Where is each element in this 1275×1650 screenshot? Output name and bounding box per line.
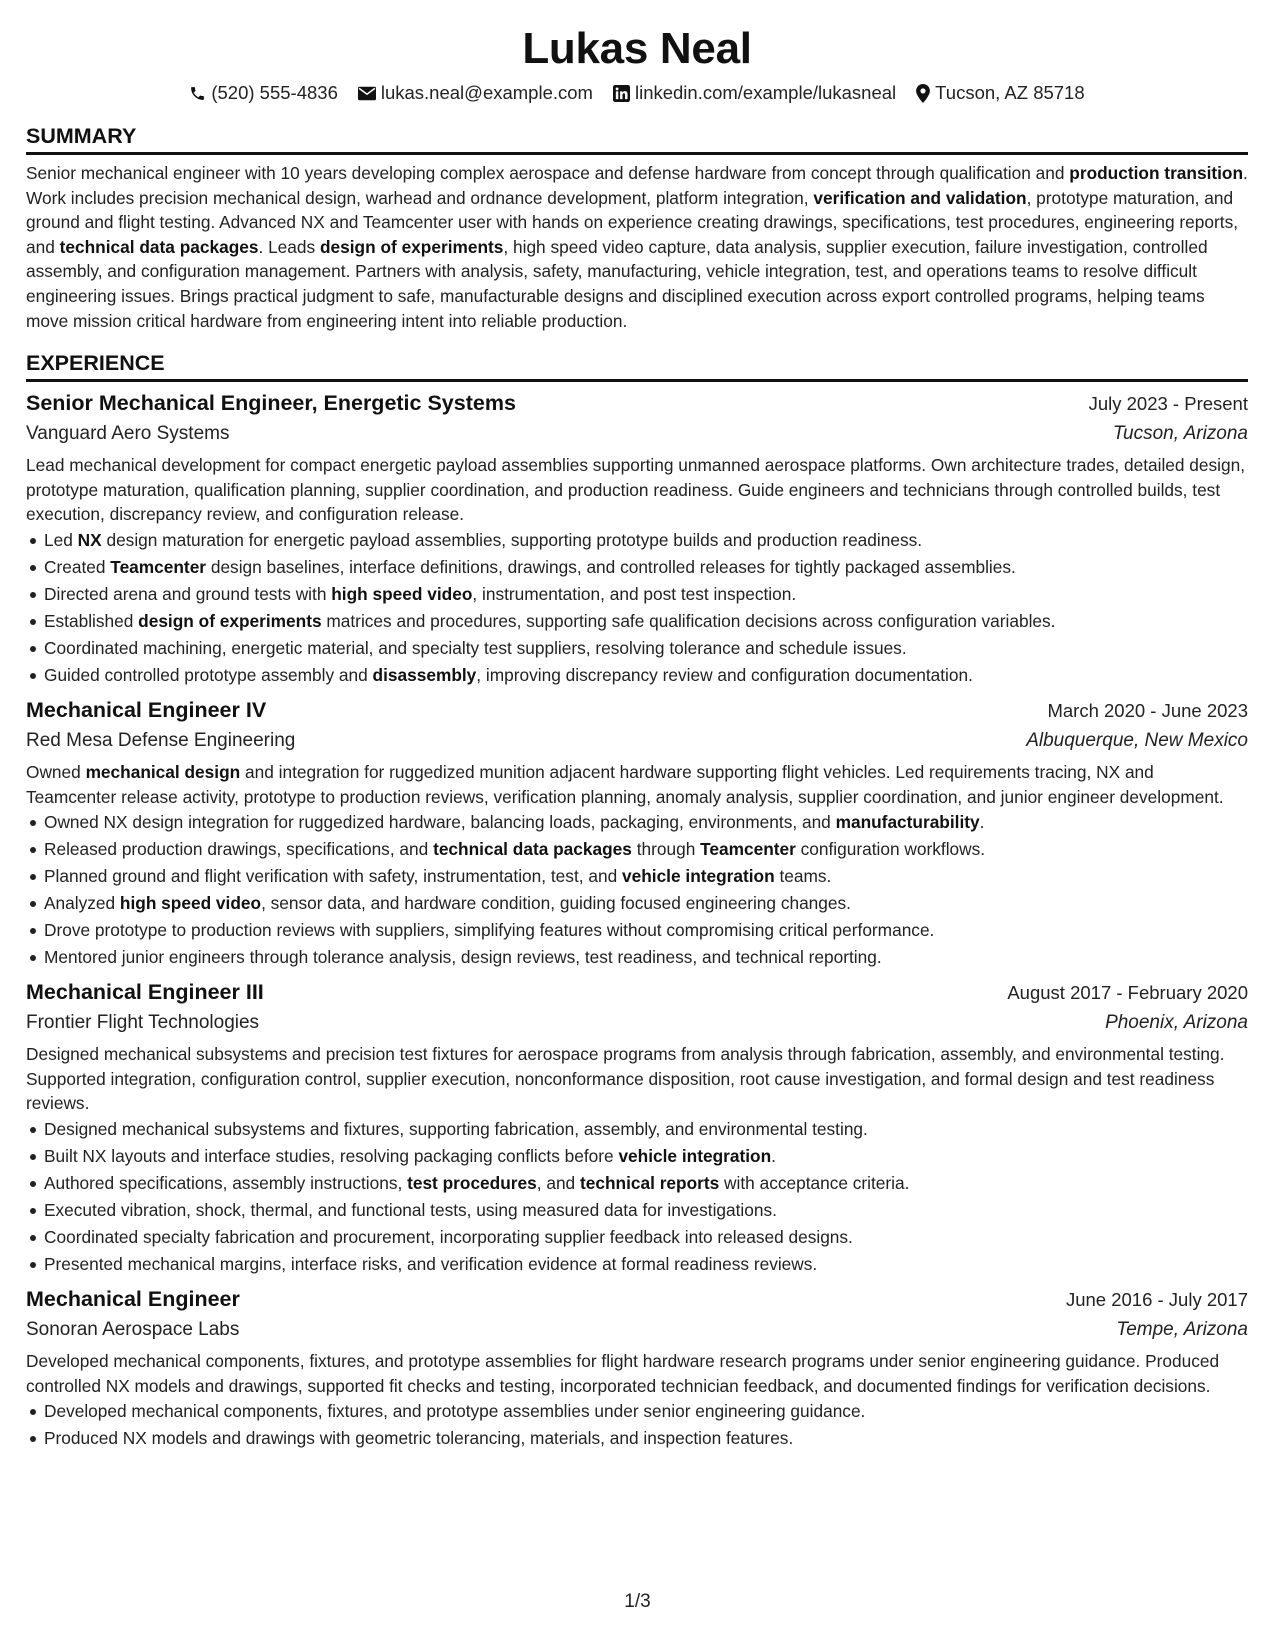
bullet-item: Coordinated specialty fabrication and procurement, incorporating supplier feedback into released designs. (26, 1224, 1248, 1251)
bullet-item: Designed mechanical subsystems and fixtures, supporting fabrication, assembly, and environmental testing. (26, 1116, 1248, 1143)
bullet-item: Executed vibration, shock, thermal, and functional tests, using measured data for investigations. (26, 1197, 1248, 1224)
job-company: Red Mesa Defense Engineering (26, 729, 296, 751)
job-bullets (26, 1398, 1248, 1452)
job-title: Mechanical Engineer IV (26, 697, 267, 722)
job-title: Senior Mechanical Engineer, Energetic Systems (26, 391, 516, 416)
job-location: Phoenix, Arizona (1105, 1012, 1248, 1034)
bullet-item: Coordinated machining, energetic material, and specialty test suppliers, resolving tolerance and schedule issues. (26, 635, 1248, 662)
summary-text: Senior mechanical engineer with 10 years developing complex aerospace and defense hardware from concept through qualification and production transition. Work includes precision mechanical design, warhead and ordnance development, platform integration, verification and validation, prototype maturation, and ground and flight testing. Advanced NX and Teamcenter user with hands on experience creating drawings, specifications, test procedures, engineering reports, and technical data packages. Leads design of experiments, high speed video capture, data analysis, supplier execution, failure investigation, controlled assembly, and configuration management. Partners with analysis, safety, manufacturing, vehicle integration, test, and operations teams to resolve difficult engineering issues. Brings practical judgment to safe, manufacturable designs and disciplined execution across export controlled programs, helping teams move mission critical hardware from engineering intent into reliable production. (26, 163, 1248, 331)
job-description: Owned mechanical design and integration for ruggedized munition adjacent hardware supporting flight vehicles. Led requirements tracing, NX and Teamcenter release activity, prototype to production reviews, verification planning, anomaly analysis, supplier coordination, and junior engineer development. (26, 761, 1224, 807)
bullet-item: Analyzed high speed video, sensor data, and hardware condition, guiding focused engineering changes. (26, 890, 1248, 917)
job-location: Tempe, Arizona (1116, 1318, 1248, 1340)
candidate-name: Lukas Neal (522, 24, 752, 73)
job-dates: August 2017 - February 2020 (1007, 982, 1248, 1004)
emphasis-text: manufacturability (835, 812, 980, 833)
bullet-item: Owned NX design integration for ruggedized hardware, balancing loads, packaging, environments, and manufacturability. (26, 809, 1248, 836)
job-bullets (26, 1116, 1248, 1278)
page-number: 1/3 (624, 1591, 651, 1612)
phone-number: (520) 555-4836 (211, 82, 338, 103)
resume-page (26, 22, 1248, 1452)
emphasis-text: Teamcenter (700, 839, 796, 860)
emphasis-text: technical data packages (59, 236, 259, 257)
emphasis-text: verification and validation (813, 187, 1027, 208)
emphasis-text: mechanical design (85, 761, 241, 782)
bullet-item: Directed arena and ground tests with high speed video, instrumentation, and post test inspection. (26, 581, 1248, 608)
linkedin-link[interactable]: linkedin.com/example/lukasneal (634, 82, 897, 103)
contact-email[interactable] (358, 80, 593, 106)
envelope-icon (358, 86, 376, 101)
contact-linkedin[interactable] (613, 80, 896, 106)
job-entry (26, 695, 1248, 971)
job-location: Tucson, Arizona (1112, 423, 1248, 445)
bullet-item: Produced NX models and drawings with geometric tolerancing, materials, and inspection features. (26, 1425, 1248, 1452)
bullet-item: Released production drawings, specifications, and technical data packages through Teamcenter configuration workflows. (26, 836, 1248, 863)
email-link[interactable]: lukas.neal@example.com (380, 82, 593, 103)
job-title: Mechanical Engineer III (26, 980, 264, 1005)
emphasis-text: Teamcenter (110, 556, 207, 577)
bullet-item: Authored specifications, assembly instructions, test procedures, and technical reports with acceptance criteria. (26, 1170, 1248, 1197)
job-title: Mechanical Engineer (26, 1286, 240, 1311)
job-dates: June 2016 - July 2017 (1065, 1288, 1248, 1310)
job-description: Lead mechanical development for compact energetic payload assemblies supporting unmanned aerospace platforms. Own architecture trades, detailed design, prototype maturation, qualification planning, supplier coordination, and production readiness. Guide engineers and technicians through controlled builds, test execution, discrepancy review, and configuration release. (26, 455, 1246, 525)
emphasis-text: vehicle integration (621, 866, 775, 887)
job-dates: July 2023 - Present (1088, 393, 1248, 415)
contact-location (916, 80, 1084, 106)
job-dates: March 2020 - June 2023 (1047, 699, 1248, 721)
location-text: Tucson, AZ 85718 (935, 82, 1085, 103)
emphasis-text: NX (77, 529, 102, 550)
contact-phone (189, 80, 338, 106)
emphasis-text: technical reports (579, 1172, 720, 1193)
bullet-item: Built NX layouts and interface studies, resolving packaging conflicts before vehicle integration. (26, 1143, 1248, 1170)
emphasis-text: design of experiments (319, 236, 504, 257)
job-entry (26, 1284, 1248, 1452)
experience-section (26, 349, 1248, 1452)
map-pin-icon (916, 84, 930, 103)
job-entry (26, 388, 1248, 689)
job-description: Developed mechanical components, fixtures, and prototype assemblies for flight hardware research programs under senior engineering guidance. Produced controlled NX models and drawings, supported fit checks and testing, incorporated technician feedback, and documented findings for verification decisions. (26, 1350, 1220, 1396)
summary-section (26, 122, 1248, 333)
job-location: Albuquerque, New Mexico (1026, 729, 1248, 751)
job-entry (26, 977, 1248, 1278)
job-description: Designed mechanical subsystems and precision test fixtures for aerospace programs from analysis through fabrication, assembly, and environmental testing. Supported integration, configuration control, supplier execution, nonconformance disposition, root cause investigation, and formal design and test readiness reviews. (26, 1044, 1225, 1114)
bullet-item: Created Teamcenter design baselines, interface definitions, drawings, and controlled releases for tightly packaged assemblies. (26, 554, 1248, 581)
bullet-item: Planned ground and flight verification with safety, instrumentation, test, and vehicle integration teams. (26, 863, 1248, 890)
linkedin-icon (613, 85, 630, 102)
job-bullets (26, 809, 1248, 971)
bullet-item: Developed mechanical components, fixtures, and prototype assemblies under senior engineering guidance. (26, 1398, 1248, 1425)
emphasis-text: test procedures (407, 1172, 537, 1193)
bullet-item: Led NX design maturation for energetic payload assemblies, supporting prototype builds and production readiness. (26, 527, 1248, 554)
bullet-item: Mentored junior engineers through tolerance analysis, design reviews, test readiness, and technical reporting. (26, 944, 1248, 971)
bullet-item: Drove prototype to production reviews with suppliers, simplifying features without compromising critical performance. (26, 917, 1248, 944)
bullet-item: Guided controlled prototype assembly and disassembly, improving discrepancy review and configuration documentation. (26, 662, 1248, 689)
job-bullets (26, 527, 1248, 689)
emphasis-text: disassembly (372, 664, 477, 685)
emphasis-text: vehicle integration (618, 1145, 772, 1166)
emphasis-text: production transition (1069, 163, 1244, 183)
job-company: Sonoran Aerospace Labs (26, 1318, 240, 1340)
job-company: Frontier Flight Technologies (26, 1012, 260, 1034)
experience-heading: EXPERIENCE (26, 349, 1248, 382)
summary-heading: SUMMARY (26, 122, 1248, 155)
phone-icon (189, 85, 206, 102)
emphasis-text: technical data packages (433, 839, 632, 860)
job-company: Vanguard Aero Systems (26, 423, 230, 445)
emphasis-text: design of experiments (138, 610, 322, 631)
bullet-item: Presented mechanical margins, interface risks, and verification evidence at formal readiness reviews. (26, 1251, 1248, 1278)
emphasis-text: high speed video (331, 583, 473, 604)
contact-bar (26, 80, 1248, 106)
emphasis-text: high speed video (119, 893, 262, 914)
bullet-item: Established design of experiments matrices and procedures, supporting safe qualification decisions across configuration variables. (26, 608, 1248, 635)
